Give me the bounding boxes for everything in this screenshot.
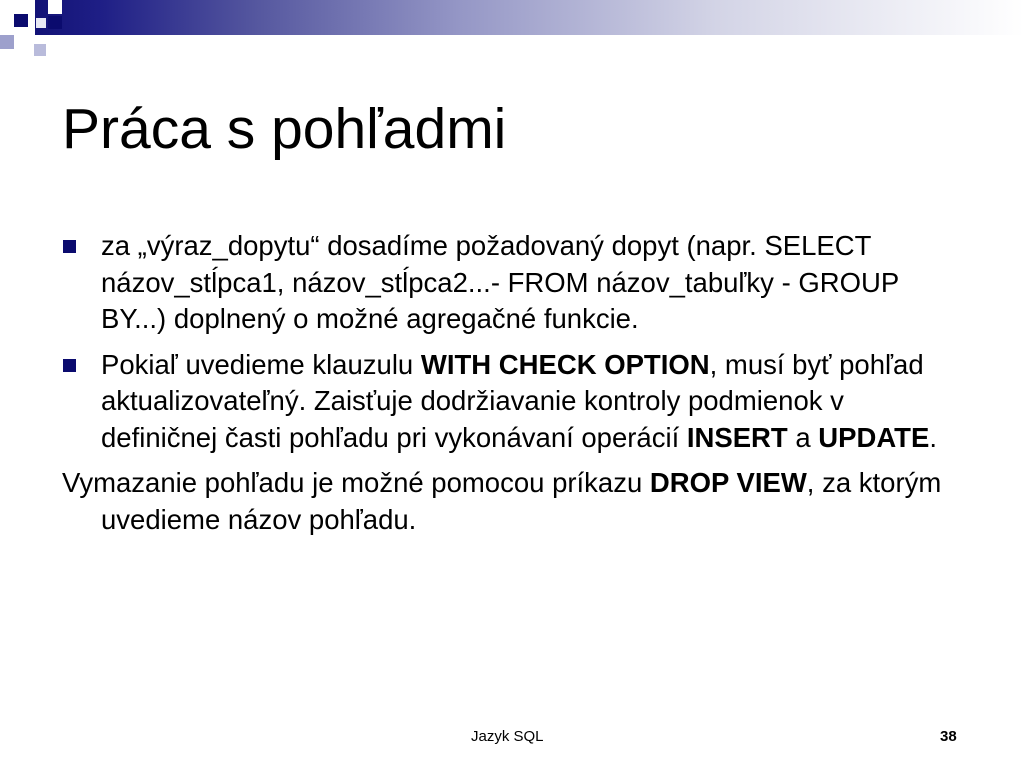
decorative-square	[48, 0, 62, 14]
paragraph-text: , za ktorým uvedieme názov pohľadu.	[101, 467, 942, 535]
decorative-square	[36, 18, 46, 28]
keyword-with-check-option: WITH CHECK OPTION	[420, 348, 710, 380]
slide-title: Práca s pohľadmi	[62, 97, 507, 161]
footer-text: Jazyk SQL	[471, 728, 544, 745]
square-bullet-icon	[63, 359, 76, 372]
bullet-item	[62, 347, 962, 457]
header-decoration-band	[0, 0, 1024, 35]
keyword-update: UPDATE	[818, 421, 930, 453]
slide-body	[62, 228, 962, 538]
bullet-text: za „výraz_dopytu“ dosadíme požadovaný dopyt (napr. SELECT názov_stĺpca1, názov_stĺpca2...- FROM názov_tabuľky - GROUP BY...) doplnený o možné agregačné funkcie.	[101, 230, 899, 334]
decorative-square	[34, 44, 46, 56]
square-bullet-icon	[63, 240, 76, 253]
keyword-insert: INSERT	[686, 421, 788, 453]
page-number: 38	[940, 728, 957, 745]
decorative-square	[14, 14, 28, 27]
bullet-text: , musí byť pohľad aktualizovateľný. Zaisťuje dodržiavanie kontroly podmienok v definičnej časti pohľadu pri vykonávaní operácií	[101, 348, 924, 453]
bullet-text: Pokiaľ uvedieme klauzulu	[101, 348, 421, 380]
keyword-drop-view: DROP VIEW	[649, 467, 807, 498]
bullet-text: a	[787, 421, 819, 453]
bullet-item	[62, 228, 962, 338]
bullet-text: .	[929, 421, 937, 453]
decorative-square	[48, 16, 62, 29]
paragraph-text: Vymazanie pohľadu je možné pomocou príkazu	[62, 467, 650, 498]
paragraph	[62, 465, 962, 538]
decorative-square	[0, 35, 14, 49]
